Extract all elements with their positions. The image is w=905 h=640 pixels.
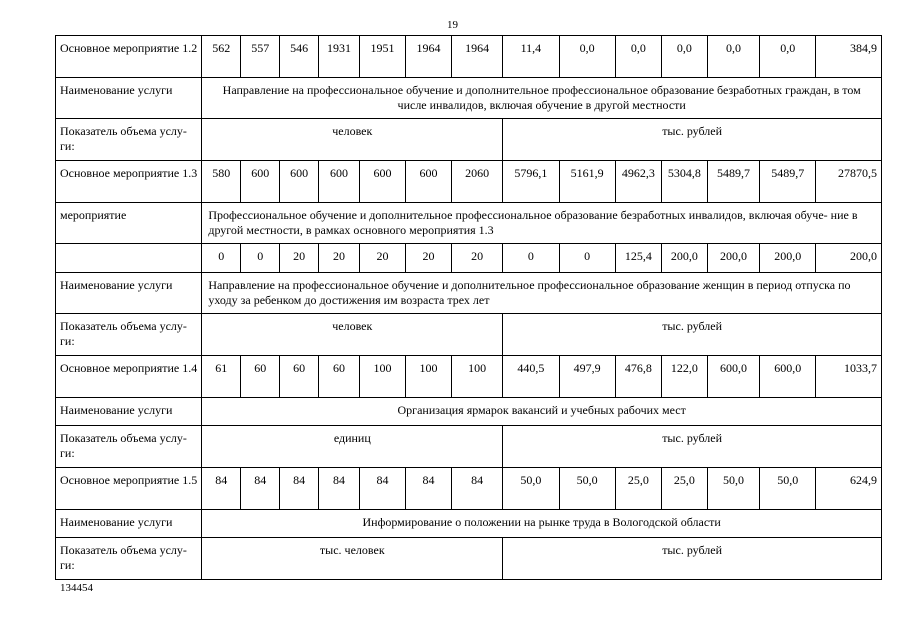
table-row <box>56 468 882 510</box>
money-value-cell: 5489,7 <box>760 161 816 203</box>
people-value-cell: 562 <box>202 36 241 78</box>
unit-people: тыс. человек <box>202 538 503 580</box>
service-description: Профессиональное обучение и дополнительное профессиональное образование безработных инвалидов, включая обуче- ние в другой местности, в рамках основного мероприятия 1.3 <box>202 203 882 244</box>
people-value-cell: 557 <box>241 36 280 78</box>
people-value-cell: 100 <box>406 356 452 398</box>
money-value-cell: 600,0 <box>760 356 816 398</box>
money-value-cell: 0,0 <box>615 36 661 78</box>
people-value-cell: 600 <box>359 161 405 203</box>
money-value-cell: 200,0 <box>661 244 707 273</box>
people-value-cell: 0 <box>241 244 280 273</box>
money-value-cell: 5796,1 <box>503 161 559 203</box>
service-description: Информирование о положении на рынке труда в Вологодской области <box>202 510 882 538</box>
row-label: Наименование услуги <box>56 273 202 314</box>
people-value-cell: 600 <box>241 161 280 203</box>
people-value-cell: 60 <box>319 356 360 398</box>
people-value-cell: 1964 <box>452 36 503 78</box>
money-value-cell: 125,4 <box>615 244 661 273</box>
row-label <box>56 244 202 273</box>
money-value-cell: 1033,7 <box>816 356 882 398</box>
table-row <box>56 356 882 398</box>
unit-people: единиц <box>202 426 503 468</box>
service-description: Организация ярмарок вакансий и учебных рабочих мест <box>202 398 882 426</box>
service-description: Направление на профессиональное обучение и дополнительное профессиональное образование женщин в период отпуска по уходу за ребенком до достижения им возраста трех лет <box>202 273 882 314</box>
people-value-cell: 600 <box>406 161 452 203</box>
services-table <box>55 35 882 580</box>
people-value-cell: 100 <box>452 356 503 398</box>
money-value-cell: 0 <box>503 244 559 273</box>
table-row <box>56 161 882 203</box>
row-label: Наименование услуги <box>56 78 202 119</box>
money-value-cell: 497,9 <box>559 356 615 398</box>
money-value-cell: 5161,9 <box>559 161 615 203</box>
row-label: Показатель объема услу- ги: <box>56 314 202 356</box>
money-value-cell: 50,0 <box>707 468 759 510</box>
people-value-cell: 20 <box>319 244 360 273</box>
money-value-cell: 50,0 <box>559 468 615 510</box>
money-value-cell: 11,4 <box>503 36 559 78</box>
table-row <box>56 426 882 468</box>
people-value-cell: 84 <box>406 468 452 510</box>
people-value-cell: 0 <box>202 244 241 273</box>
unit-money: тыс. рублей <box>503 538 882 580</box>
people-value-cell: 84 <box>359 468 405 510</box>
people-value-cell: 1951 <box>359 36 405 78</box>
people-value-cell: 20 <box>359 244 405 273</box>
page-number: 19 <box>447 19 458 31</box>
row-label: Основное мероприятие 1.4 <box>56 356 202 398</box>
people-value-cell: 61 <box>202 356 241 398</box>
money-value-cell: 200,0 <box>816 244 882 273</box>
money-value-cell: 0,0 <box>707 36 759 78</box>
money-value-cell: 0,0 <box>559 36 615 78</box>
table-row <box>56 538 882 580</box>
table-row <box>56 203 882 244</box>
people-value-cell: 60 <box>241 356 280 398</box>
unit-money: тыс. рублей <box>503 119 882 161</box>
people-value-cell: 580 <box>202 161 241 203</box>
table-row <box>56 36 882 78</box>
table-row <box>56 119 882 161</box>
people-value-cell: 84 <box>241 468 280 510</box>
money-value-cell: 0,0 <box>661 36 707 78</box>
money-value-cell: 5304,8 <box>661 161 707 203</box>
people-value-cell: 20 <box>452 244 503 273</box>
unit-people: человек <box>202 314 503 356</box>
table-row <box>56 314 882 356</box>
money-value-cell: 200,0 <box>760 244 816 273</box>
money-value-cell: 50,0 <box>760 468 816 510</box>
people-value-cell: 84 <box>202 468 241 510</box>
table-row <box>56 273 882 314</box>
money-value-cell: 0 <box>559 244 615 273</box>
money-value-cell: 384,9 <box>816 36 882 78</box>
money-value-cell: 476,8 <box>615 356 661 398</box>
people-value-cell: 84 <box>319 468 360 510</box>
people-value-cell: 84 <box>280 468 319 510</box>
money-value-cell: 25,0 <box>661 468 707 510</box>
people-value-cell: 546 <box>280 36 319 78</box>
footer-code: 134454 <box>60 582 93 594</box>
row-label: Основное мероприятие 1.5 <box>56 468 202 510</box>
money-value-cell: 200,0 <box>707 244 759 273</box>
money-value-cell: 4962,3 <box>615 161 661 203</box>
people-value-cell: 1931 <box>319 36 360 78</box>
people-value-cell: 100 <box>359 356 405 398</box>
row-label: Основное мероприятие 1.3 <box>56 161 202 203</box>
people-value-cell: 600 <box>319 161 360 203</box>
table-row <box>56 510 882 538</box>
people-value-cell: 600 <box>280 161 319 203</box>
table-row <box>56 78 882 119</box>
table-row <box>56 398 882 426</box>
row-label: Наименование услуги <box>56 398 202 426</box>
row-label: Основное мероприятие 1.2 <box>56 36 202 78</box>
people-value-cell: 2060 <box>452 161 503 203</box>
service-description: Направление на профессиональное обучение и дополнительное профессиональное образование безработных граждан, в том числе инвалидов, включая обучение в другой местности <box>202 78 882 119</box>
money-value-cell: 624,9 <box>816 468 882 510</box>
people-value-cell: 20 <box>280 244 319 273</box>
people-value-cell: 20 <box>406 244 452 273</box>
money-value-cell: 600,0 <box>707 356 759 398</box>
money-value-cell: 50,0 <box>503 468 559 510</box>
unit-money: тыс. рублей <box>503 426 882 468</box>
money-value-cell: 5489,7 <box>707 161 759 203</box>
row-label: Показатель объема услу- ги: <box>56 426 202 468</box>
people-value-cell: 84 <box>452 468 503 510</box>
row-label: мероприятие <box>56 203 202 244</box>
unit-money: тыс. рублей <box>503 314 882 356</box>
money-value-cell: 440,5 <box>503 356 559 398</box>
row-label: Наименование услуги <box>56 510 202 538</box>
people-value-cell: 1964 <box>406 36 452 78</box>
row-label: Показатель объема услу- ги: <box>56 538 202 580</box>
money-value-cell: 27870,5 <box>816 161 882 203</box>
table-body <box>56 36 882 580</box>
money-value-cell: 122,0 <box>661 356 707 398</box>
row-label: Показатель объема услу- ги: <box>56 119 202 161</box>
money-value-cell: 25,0 <box>615 468 661 510</box>
table-row <box>56 244 882 273</box>
people-value-cell: 60 <box>280 356 319 398</box>
money-value-cell: 0,0 <box>760 36 816 78</box>
unit-people: человек <box>202 119 503 161</box>
